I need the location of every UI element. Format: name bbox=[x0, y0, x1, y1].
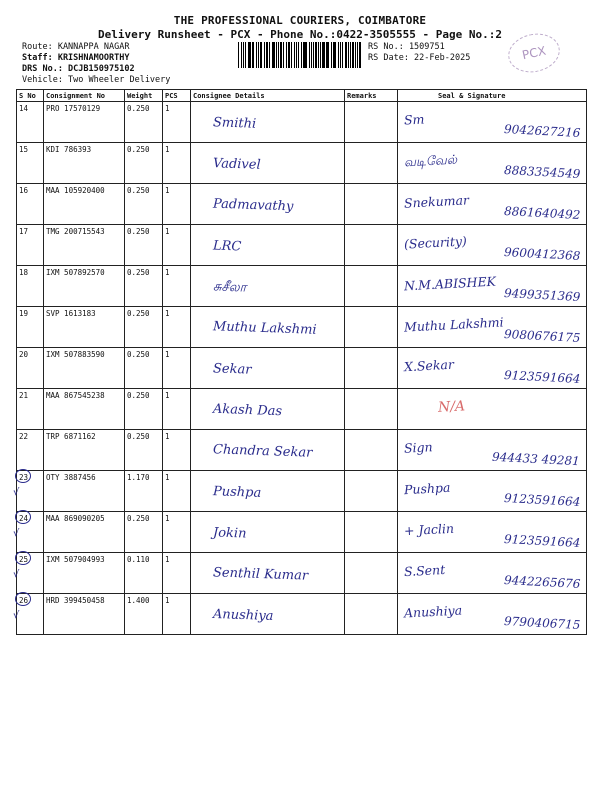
barcode-bar bbox=[258, 42, 259, 68]
table-row bbox=[17, 266, 587, 307]
row-consignee: Anushiya bbox=[212, 606, 274, 625]
staff-line: Staff: KRISHNAMOORTHY bbox=[22, 53, 130, 63]
row-sno: 25 bbox=[19, 555, 29, 564]
check-mark: √ bbox=[13, 610, 20, 621]
runsheet-table bbox=[13, 89, 587, 635]
barcode-bar bbox=[348, 42, 349, 68]
row-signature-cell bbox=[398, 266, 587, 307]
row-phone: 944433 49281 bbox=[491, 449, 581, 469]
row-consignee-cell bbox=[191, 225, 345, 266]
row-sno-wrap bbox=[19, 391, 28, 400]
row-pcs: 1 bbox=[163, 266, 191, 307]
barcode-bar bbox=[298, 42, 299, 68]
row-sno: 26 bbox=[19, 596, 29, 605]
row-phone: 9442265676 bbox=[503, 573, 581, 591]
row-pcs: 1 bbox=[163, 512, 191, 553]
barcode-bar bbox=[303, 42, 304, 68]
table-row bbox=[17, 348, 587, 389]
row-consignment: SVP 1613183 bbox=[44, 307, 125, 348]
row-sno: 14 bbox=[19, 104, 29, 113]
table-row bbox=[17, 389, 587, 430]
col-signature: Seal & Signature bbox=[398, 90, 587, 102]
barcode-bar bbox=[334, 42, 335, 68]
barcode-bar bbox=[294, 42, 295, 68]
row-signature-cell bbox=[398, 553, 587, 594]
row-weight: 0.250 bbox=[125, 102, 163, 143]
row-signature-cell bbox=[398, 307, 587, 348]
row-consignee: சுசீலா bbox=[212, 279, 247, 296]
table-row bbox=[17, 225, 587, 266]
route-line: Route: KANNAPPA NAGAR bbox=[22, 42, 130, 52]
row-consignee-cell bbox=[191, 471, 345, 512]
col-consignee: Consignee Details bbox=[191, 90, 345, 102]
barcode-bar bbox=[340, 42, 341, 68]
col-consignment: Consignment No bbox=[44, 90, 125, 102]
row-signature: Snekumar bbox=[403, 192, 470, 211]
row-sno: 16 bbox=[19, 186, 29, 195]
barcode-bar bbox=[248, 42, 250, 68]
row-consignee: LRC bbox=[212, 238, 242, 255]
barcode-bar bbox=[283, 42, 284, 68]
circle-mark bbox=[15, 469, 31, 483]
table-row bbox=[17, 307, 587, 348]
table-row bbox=[17, 471, 587, 512]
row-weight: 1.400 bbox=[125, 594, 163, 635]
barcode-bar bbox=[333, 42, 334, 68]
row-consignment: MAA 105920400 bbox=[44, 184, 125, 225]
row-phone: 8883354549 bbox=[503, 163, 581, 181]
row-phone: 9042627216 bbox=[503, 122, 581, 140]
barcode-bar bbox=[359, 42, 360, 68]
col-pcs: PCS bbox=[163, 90, 191, 102]
row-weight: 1.170 bbox=[125, 471, 163, 512]
row-consignment: KDI 786393 bbox=[44, 143, 125, 184]
row-signature-cell bbox=[398, 102, 587, 143]
barcode-bar bbox=[278, 42, 279, 68]
row-pcs: 1 bbox=[163, 225, 191, 266]
row-pcs: 1 bbox=[163, 430, 191, 471]
row-signature-cell bbox=[398, 430, 587, 471]
barcode-bar bbox=[266, 42, 268, 68]
row-sno-wrap bbox=[19, 350, 28, 359]
row-consignment: IXM 507892570 bbox=[44, 266, 125, 307]
row-consignment: OTY 3887456 bbox=[44, 471, 125, 512]
barcode-bar bbox=[304, 42, 306, 68]
row-signature: + Jaclin bbox=[403, 520, 455, 539]
row-consignee: Pushpa bbox=[212, 484, 262, 501]
circle-mark bbox=[15, 551, 31, 565]
row-consignee-cell bbox=[191, 430, 345, 471]
table-row bbox=[17, 102, 587, 143]
row-consignee-cell bbox=[191, 266, 345, 307]
row-remarks bbox=[345, 471, 398, 512]
row-signature: வடிவேல் bbox=[403, 151, 458, 170]
table-row bbox=[17, 184, 587, 225]
row-phone: 9600412368 bbox=[503, 245, 581, 263]
row-consignee-cell bbox=[191, 594, 345, 635]
row-pcs: 1 bbox=[163, 143, 191, 184]
row-weight: 0.250 bbox=[125, 225, 163, 266]
barcode-bar bbox=[269, 42, 270, 68]
row-sno: 21 bbox=[19, 391, 29, 400]
row-signature: S.Sent bbox=[403, 561, 446, 580]
row-weight: 0.250 bbox=[125, 143, 163, 184]
runsheet-title: THE PROFESSIONAL COURIERS, COIMBATORE bbox=[173, 14, 427, 27]
row-consignee: Vadivel bbox=[212, 156, 261, 173]
barcode-bar bbox=[309, 42, 310, 68]
barcode-bar bbox=[322, 42, 324, 68]
row-signature: (Security) bbox=[403, 233, 468, 252]
barcode-bar bbox=[326, 42, 327, 68]
row-sno-wrap bbox=[13, 596, 29, 621]
row-consignment: TRP 6871162 bbox=[44, 430, 125, 471]
row-sno-wrap bbox=[19, 104, 28, 113]
vehicle-line: Vehicle: Two Wheeler Delivery bbox=[22, 75, 171, 85]
row-consignment: IXM 507883590 bbox=[44, 348, 125, 389]
row-consignee-cell bbox=[191, 389, 345, 430]
barcode-bar bbox=[272, 42, 273, 68]
barcode-bar bbox=[313, 42, 314, 68]
row-weight: 0.250 bbox=[125, 389, 163, 430]
row-weight: 0.250 bbox=[125, 348, 163, 389]
barcode-bar bbox=[338, 42, 339, 68]
row-phone: 9080676175 bbox=[503, 327, 581, 345]
check-mark: √ bbox=[13, 487, 20, 498]
row-weight: 0.250 bbox=[125, 266, 163, 307]
row-pcs: 1 bbox=[163, 348, 191, 389]
row-remarks bbox=[345, 143, 398, 184]
barcode-bar bbox=[276, 42, 277, 68]
barcode-bar bbox=[273, 42, 274, 68]
barcode-bar bbox=[260, 42, 261, 68]
row-consignee-cell bbox=[191, 143, 345, 184]
barcode-bar bbox=[286, 42, 287, 68]
runsheet-subtitle: Delivery Runsheet - PCX - Phone No.:0422-3505555 - Page No.:2 bbox=[98, 28, 502, 41]
barcode-bar bbox=[245, 42, 246, 68]
row-sno-wrap bbox=[19, 227, 28, 236]
row-signature-cell bbox=[398, 594, 587, 635]
row-signature: Pushpa bbox=[403, 479, 451, 498]
row-remarks bbox=[345, 348, 398, 389]
barcode-bar bbox=[238, 42, 239, 68]
row-consignee: Smithi bbox=[212, 115, 257, 132]
row-remarks bbox=[345, 430, 398, 471]
row-signature: X.Sekar bbox=[403, 356, 455, 375]
barcode bbox=[238, 42, 362, 68]
row-sno-wrap bbox=[13, 555, 29, 580]
row-signature: Sm bbox=[403, 111, 425, 128]
row-consignee: Chandra Sekar bbox=[212, 442, 313, 461]
check-mark: √ bbox=[13, 528, 20, 539]
barcode-bar bbox=[315, 42, 316, 68]
row-consignment: TMG 200715543 bbox=[44, 225, 125, 266]
row-sno-wrap bbox=[19, 186, 28, 195]
row-weight: 0.250 bbox=[125, 430, 163, 471]
table-row bbox=[17, 430, 587, 471]
row-consignee: Muthu Lakshmi bbox=[212, 319, 317, 338]
table-row bbox=[17, 512, 587, 553]
row-consignee: Akash Das bbox=[212, 401, 283, 420]
row-pcs: 1 bbox=[163, 307, 191, 348]
route-info bbox=[22, 42, 170, 86]
stamp-text: PCX bbox=[520, 43, 548, 63]
row-signature: N/A bbox=[437, 398, 466, 416]
row-consignee-cell bbox=[191, 512, 345, 553]
row-weight: 0.250 bbox=[125, 307, 163, 348]
row-remarks bbox=[345, 512, 398, 553]
row-consignee: Padmavathy bbox=[212, 196, 294, 215]
table-row bbox=[17, 143, 587, 184]
barcode-bar bbox=[357, 42, 358, 68]
barcode-bar bbox=[331, 42, 332, 68]
barcode-bar bbox=[301, 42, 302, 68]
barcode-bar bbox=[320, 42, 321, 68]
barcode-bar bbox=[280, 42, 281, 68]
row-weight: 0.110 bbox=[125, 553, 163, 594]
row-signature: N.M.ABISHEK bbox=[403, 273, 497, 294]
row-signature-cell bbox=[398, 471, 587, 512]
row-signature-cell bbox=[398, 184, 587, 225]
barcode-bar bbox=[345, 42, 347, 68]
row-sno: 19 bbox=[19, 309, 29, 318]
row-sno: 18 bbox=[19, 268, 29, 277]
row-pcs: 1 bbox=[163, 102, 191, 143]
rs-info bbox=[368, 42, 470, 64]
row-sno-wrap bbox=[19, 432, 28, 441]
barcode-bar bbox=[311, 42, 312, 68]
row-sno: 15 bbox=[19, 145, 29, 154]
row-phone: 9123591664 bbox=[503, 368, 581, 386]
row-consignment: IXM 507904993 bbox=[44, 553, 125, 594]
barcode-bar bbox=[264, 42, 265, 68]
row-signature-cell bbox=[398, 225, 587, 266]
row-signature-cell bbox=[398, 143, 587, 184]
row-signature-cell bbox=[398, 348, 587, 389]
check-mark: √ bbox=[13, 569, 20, 580]
row-signature-cell bbox=[398, 389, 587, 430]
row-remarks bbox=[345, 225, 398, 266]
row-phone: 9123591664 bbox=[503, 532, 581, 550]
row-remarks bbox=[345, 307, 398, 348]
barcode-bar bbox=[355, 42, 356, 68]
row-sno: 17 bbox=[19, 227, 29, 236]
row-pcs: 1 bbox=[163, 184, 191, 225]
barcode-bar bbox=[291, 42, 292, 68]
row-signature: Muthu Lakshmi bbox=[403, 314, 504, 335]
row-phone: 9499351369 bbox=[503, 286, 581, 304]
row-signature-cell bbox=[398, 512, 587, 553]
row-consignee: Senthil Kumar bbox=[212, 565, 309, 584]
table-row bbox=[17, 553, 587, 594]
row-remarks bbox=[345, 184, 398, 225]
row-remarks bbox=[345, 553, 398, 594]
row-consignee: Jokin bbox=[212, 525, 247, 542]
circle-mark bbox=[15, 510, 31, 524]
row-sno-wrap bbox=[19, 268, 28, 277]
row-remarks bbox=[345, 594, 398, 635]
circle-mark bbox=[15, 592, 31, 606]
barcode-bar bbox=[253, 42, 254, 68]
row-weight: 0.250 bbox=[125, 512, 163, 553]
row-sno-wrap bbox=[13, 473, 29, 498]
barcode-bar bbox=[327, 42, 328, 68]
row-phone: 8861640492 bbox=[503, 204, 581, 222]
col-sno: S No bbox=[17, 90, 44, 102]
barcode-bar bbox=[252, 42, 253, 68]
row-consignment: HRD 399450458 bbox=[44, 594, 125, 635]
row-consignee-cell bbox=[191, 348, 345, 389]
row-pcs: 1 bbox=[163, 471, 191, 512]
barcode-bar bbox=[342, 42, 343, 68]
barcode-bar bbox=[296, 42, 297, 68]
barcode-bar bbox=[241, 42, 242, 68]
col-weight: Weight bbox=[125, 90, 163, 102]
rs-date: RS Date: 22-Feb-2025 bbox=[368, 53, 471, 63]
row-pcs: 1 bbox=[163, 553, 191, 594]
row-pcs: 1 bbox=[163, 594, 191, 635]
rs-no: RS No.: 1509751 bbox=[368, 42, 445, 52]
drs-line: DRS No.: DCJB150975102 bbox=[22, 64, 135, 74]
row-sno: 20 bbox=[19, 350, 29, 359]
barcode-bar bbox=[243, 42, 244, 68]
barcode-bar bbox=[318, 42, 319, 68]
row-sno: 23 bbox=[19, 473, 29, 482]
row-sno: 24 bbox=[19, 514, 29, 523]
row-consignment: MAA 869090205 bbox=[44, 512, 125, 553]
table-row bbox=[17, 594, 587, 635]
row-consignee-cell bbox=[191, 307, 345, 348]
barcode-bar bbox=[256, 42, 257, 68]
row-remarks bbox=[345, 389, 398, 430]
row-signature: Sign bbox=[403, 439, 433, 456]
row-consignee-cell bbox=[191, 184, 345, 225]
row-signature: Anushiya bbox=[403, 602, 463, 621]
row-sno: 22 bbox=[19, 432, 29, 441]
row-consignment: PRO 17570129 bbox=[44, 102, 125, 143]
row-sno-wrap bbox=[19, 145, 28, 154]
row-weight: 0.250 bbox=[125, 184, 163, 225]
row-consignment: MAA 867545238 bbox=[44, 389, 125, 430]
row-remarks bbox=[345, 266, 398, 307]
barcode-bar bbox=[352, 42, 353, 68]
row-remarks bbox=[345, 102, 398, 143]
barcode-bar bbox=[350, 42, 351, 68]
row-phone: 9790406715 bbox=[503, 614, 581, 632]
row-sno-wrap bbox=[19, 309, 28, 318]
row-consignee: Sekar bbox=[212, 361, 252, 378]
row-pcs: 1 bbox=[163, 389, 191, 430]
row-sno-wrap bbox=[13, 514, 29, 539]
row-phone: 9123591664 bbox=[503, 491, 581, 509]
col-remarks: Remarks bbox=[345, 90, 398, 102]
table-header bbox=[17, 90, 587, 102]
barcode-bar bbox=[288, 42, 290, 68]
row-consignee-cell bbox=[191, 553, 345, 594]
row-consignee-cell bbox=[191, 102, 345, 143]
